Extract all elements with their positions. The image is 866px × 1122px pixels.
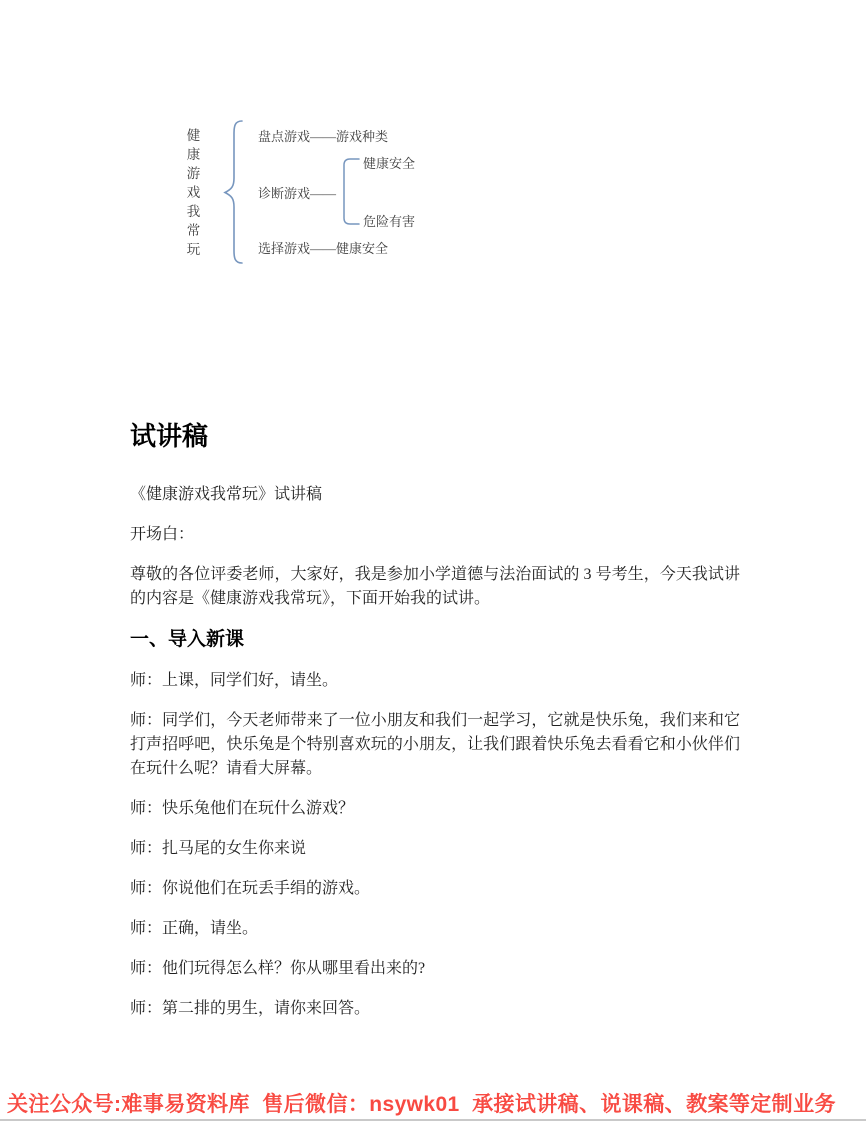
teacher-line: 师：你说他们在玩丢手绢的游戏。 [130,880,371,897]
branch-diagnose-games: 诊断游戏—— [258,186,337,201]
footer-banner [0,1091,866,1122]
teacher-line: 师：快乐兔他们在玩什么游戏？ [130,800,355,817]
mindmap-diagram [0,0,866,300]
footer-ad-text: 关注公众号:难事易资料库 售后微信：nsywk01 承接试讲稿、说课稿、教案等定制业务 [7,1093,836,1116]
root-char: 玩 [186,242,201,257]
page-bottom-divider [0,1119,866,1121]
branch-choose-games: 选择游戏——健康安全 [258,241,389,256]
leaf-dangerous-harmful: 危险有害 [363,214,416,229]
teacher-line: 师：他们玩得怎么样？你从哪里看出来的? [130,960,426,977]
branch-inventory-games: 盘点游戏——游戏种类 [258,129,389,144]
root-char: 常 [186,223,201,238]
root-char: 康 [186,147,201,162]
teacher-line: 师：同学们，今天老师带来了一位小朋友和我们一起学习，它就是快乐兔，我们来和它打声招呼吧，快乐兔是个特别喜欢玩的小朋友，让我们跟着快乐兔去看看它和小伙伴们在玩什么呢？请看大屏幕。 [130,712,740,777]
root-char: 戏 [186,185,201,200]
teacher-line: 师：正确，请坐。 [130,920,259,937]
mindmap-root-label [186,126,201,259]
lecture-script [130,420,740,1037]
teacher-line: 师：上课，同学们好，请坐。 [130,672,339,689]
section-heading-lead-in: 一、导入新课 [130,629,245,650]
curly-brace-icon [221,118,245,266]
page-title: 试讲稿 [130,421,209,451]
root-char: 游 [186,166,201,181]
script-subtitle: 《健康游戏我常玩》试讲稿 [130,486,323,503]
teacher-line: 师：扎马尾的女生你来说 [130,840,307,857]
square-bracket-icon [340,156,362,228]
root-char: 健 [186,128,201,143]
teacher-line: 师：第二排的男生，请你来回答。 [130,1000,371,1017]
opening-paragraph: 尊敬的各位评委老师，大家好，我是参加小学道德与法治面试的 3 号考生，今天我试讲的内容是《健康游戏我常玩》，下面开始我的试讲。 [130,566,740,607]
root-char: 我 [186,204,201,219]
opening-label: 开场白： [130,526,195,543]
leaf-healthy-safe: 健康安全 [363,156,416,171]
